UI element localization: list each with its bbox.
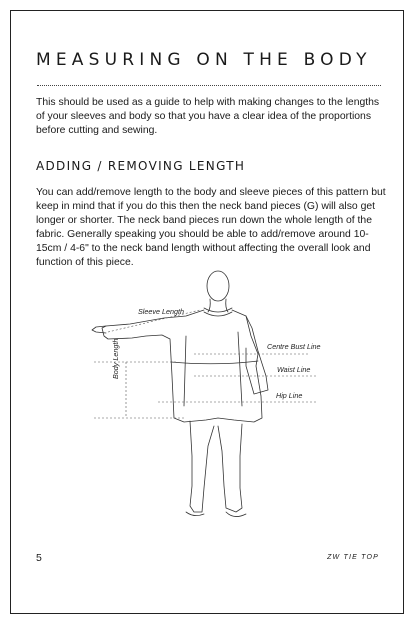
page-title: MEASURING ON THE BODY (36, 50, 372, 70)
sleeve-length-label: Sleeve Length (138, 307, 184, 316)
footer-pattern-name: ZW TIE TOP (327, 554, 379, 561)
section-heading: ADDING / REMOVING LENGTH (36, 159, 246, 173)
centre-bust-line-label: Centre Bust Line (267, 342, 321, 351)
body-measurement-illustration (86, 266, 376, 548)
waist-line-label: Waist Line (277, 365, 311, 374)
figure-shoes (186, 512, 246, 517)
figure-head (207, 271, 229, 301)
hip-line-label: Hip Line (276, 391, 303, 400)
figure-drawing (86, 266, 376, 548)
body-length-line (94, 362, 186, 418)
figure-legs (190, 421, 242, 512)
body-paragraph: You can add/remove length to the body and sleeve pieces of this pattern but keep in mind that if you do this then the neck band pieces (G) will also get longer or shorter. The neck band pieces run down the whole length of the fabric. Generally speaking you should be able to add/remove around 10-15cm / 4-6" to the neck band length without affecting the overall look and function of this piece. (36, 187, 386, 269)
title-divider (37, 85, 381, 86)
intro-paragraph: This should be used as a guide to help with making changes to the lengths of your sleeves and body so that you have a clear idea of the proportions before cutting and sewing. (36, 97, 380, 136)
body-length-label: Body Length (111, 338, 120, 379)
garment-folds (171, 332, 258, 406)
page-number: 5 (36, 552, 42, 564)
